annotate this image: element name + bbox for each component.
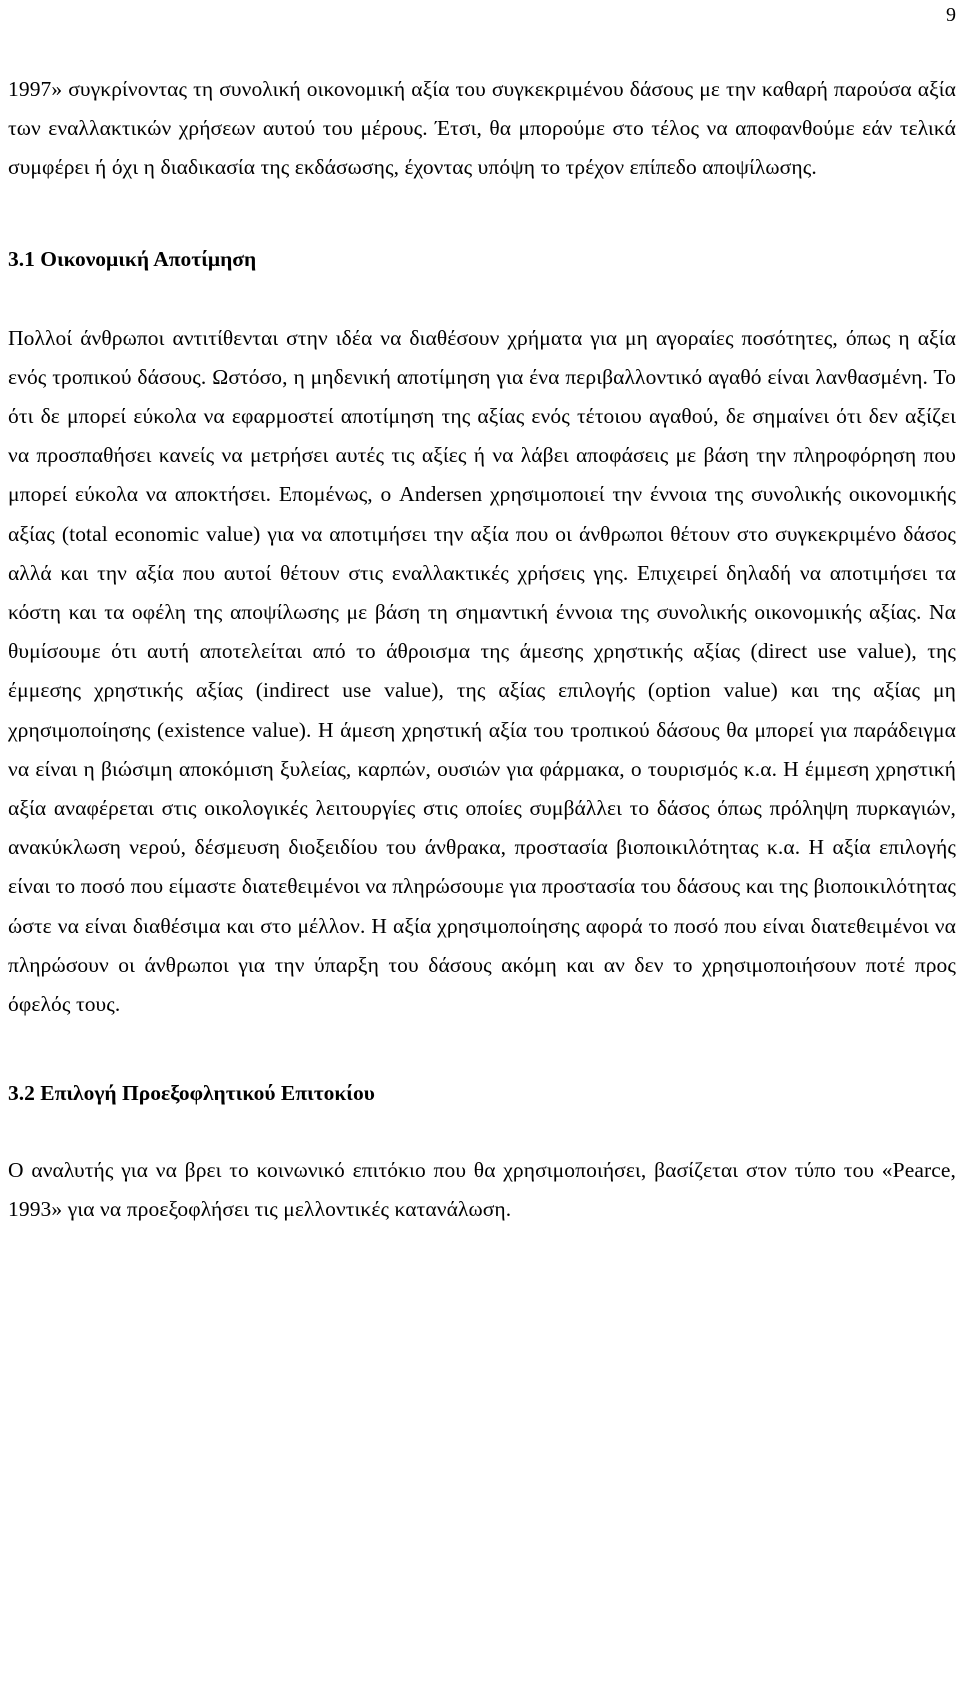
page-number: 9 <box>946 4 956 26</box>
section-heading-discount-rate: 3.2 Επιλογή Προεξοφλητικού Επιτοκίου <box>8 1081 375 1106</box>
economic-valuation-paragraph: Πολλοί άνθρωποι αντιτίθενται στην ιδέα να διαθέσουν χρήματα για μη αγοραίες ποσότητες, όπως η αξία ενός τροπικού δάσους. Ωστόσο, η μηδενική αποτίμηση για ένα περιβαλλοντικό αγαθό είναι λανθασμένη. Το ότι δε μπορεί εύκολα να εφαρμοστεί αποτίμηση της αξίας ενός τέτοιου αγαθού, δε σημαίνει ότι δεν αξίζει να προσπαθήσει κανείς να μετρήσει αυτές τις αξίες ή να λάβει αποφάσεις με βάση την πληροφόρηση που μπορεί εύκολα να αποκτήσει. Επομένως, ο Andersen χρησιμοποιεί την έννοια της συνολικής οικονομικής αξίας (total economic value) για να αποτιμήσει την αξία που οι άνθρωποι θέτουν στο συγκεκριμένο δάσος αλλά και την αξία που αυτοί θέτουν στις εναλλακτικές χρήσεις γης. Επιχειρεί δηλαδή να αποτιμήσει τα κόστη και τα οφέλη της αποψίλωσης με βάση τη σημαντική έννοια της συνολικής οικονομικής αξίας. Να θυμίσουμε ότι αυτή αποτελείται από το άθροισμα της άμεσης χρηστικής αξίας (direct use value), της έμμεσης χρηστικής αξίας (indirect use value), της αξίας επιλογής (option value) και της αξίας μη χρησιμοποίησης (existence value). Η άμεση χρηστική αξία του τροπικού δάσους θα μπορεί για παράδειγμα να είναι η βιώσιμη αποκόμιση ξυλείας, καρπών, ουσιών για φάρμακα, ο τουρισμός κ.α. Η έμμεση χρηστική αξία αναφέρεται στις οικολογικές λειτουργίες στις οποίες συμβάλλει το δάσος όπως πρόληψη πυρκαγιών, ανακύκλωση νερού, δέσμευση διοξειδίου του άνθρακα, προστασία βιοποικιλότητας κ.α. Η αξία επιλογής είναι το ποσό που είμαστε διατεθειμένοι να πληρώσουμε για προστασία του δάσους και της βιοποικιλότητας ώστε να είναι διαθέσιμα και στο μέλλον. Η αξία χρησιμοποίησης αφορά το ποσό που είναι διατεθειμένοι να πληρώσουν οι άνθρωποι για την ύπαρξη του δάσους ακόμη και αν δεν το χρησιμοποιήσουν ποτέ προς όφελός τους. <box>8 325 956 1017</box>
section-heading-economic-valuation: 3.1 Οικονομική Αποτίμηση <box>8 246 257 271</box>
intro-paragraph: 1997» συγκρίνοντας τη συνολική οικονομική αξία του συγκεκριμένου δάσους με την καθαρή παρούσα αξία των εναλλακτικών χρήσεων αυτού του μέρους. Έτσι, θα μπορούμε στο τέλος να αποφανθούμε εάν τελικά συμφέρει ή όχι η διαδικασία της εκδάσωσης, έχοντας υπόψη το τρέχον επίπεδο αποψίλωσης. <box>8 77 956 180</box>
discount-rate-paragraph: Ο αναλυτής για να βρει το κοινωνικό επιτόκιο που θα χρησιμοποιήσει, βασίζεται στον τύπο του «Pearce, 1993» για να προεξοφλήσει τις μελλοντικές κατανάλωση. <box>8 1158 956 1222</box>
document-body <box>8 70 956 1230</box>
